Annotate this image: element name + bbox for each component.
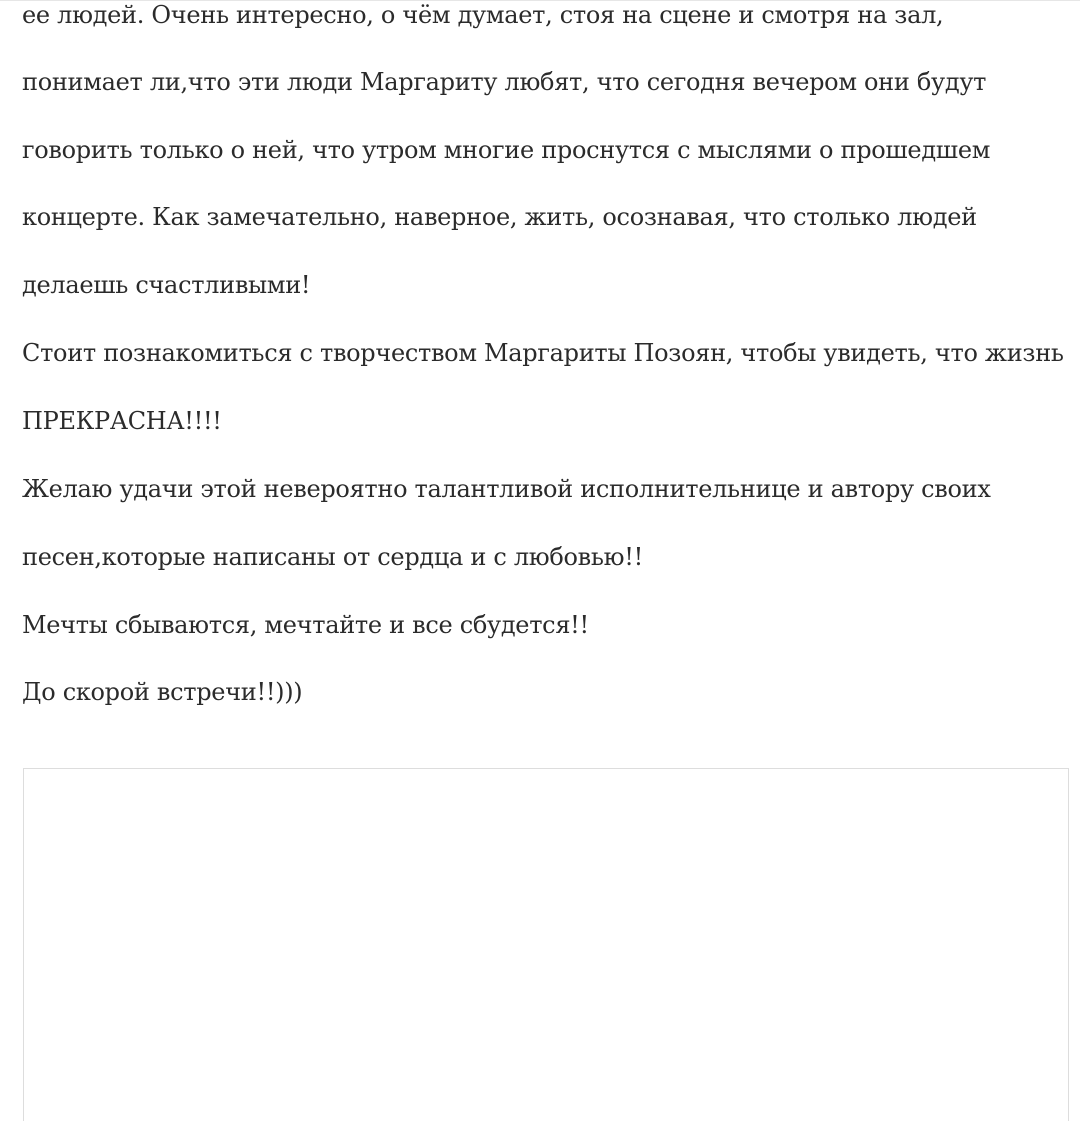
article-line-7: ПРЕКРАСНА!!!!: [22, 407, 222, 435]
embedded-content-frame: [23, 768, 1069, 1121]
article-line-2: понимает ли,что эти люди Маргариту любят, что сегодня вечером они будут: [22, 68, 987, 96]
article-line-11: До скорой встречи!!))): [22, 678, 303, 706]
article-line-3: говорить только о ней, что утром многие проснутся с мыслями о прошедшем: [22, 136, 991, 164]
article-line-1: ее людей. Очень интересно, о чём думает, стоя на сцене и смотря на зал,: [22, 1, 944, 29]
article-line-5: делаешь счастливыми!: [22, 271, 311, 299]
article-line-9: песен,которые написаны от сердца и с любовью!!: [22, 543, 643, 571]
article-line-10: Мечты сбываются, мечтайте и все сбудется!!: [22, 611, 589, 639]
article-line-4: концерте. Как замечательно, наверное, жить, осознавая, что столько людей: [22, 203, 977, 231]
article-line-8: Желаю удачи этой невероятно талантливой исполнительнице и автору своих: [22, 475, 991, 503]
article-line-6: Стоит познакомиться с творчеством Маргариты Позоян, чтобы увидеть, что жизнь: [22, 339, 1064, 367]
